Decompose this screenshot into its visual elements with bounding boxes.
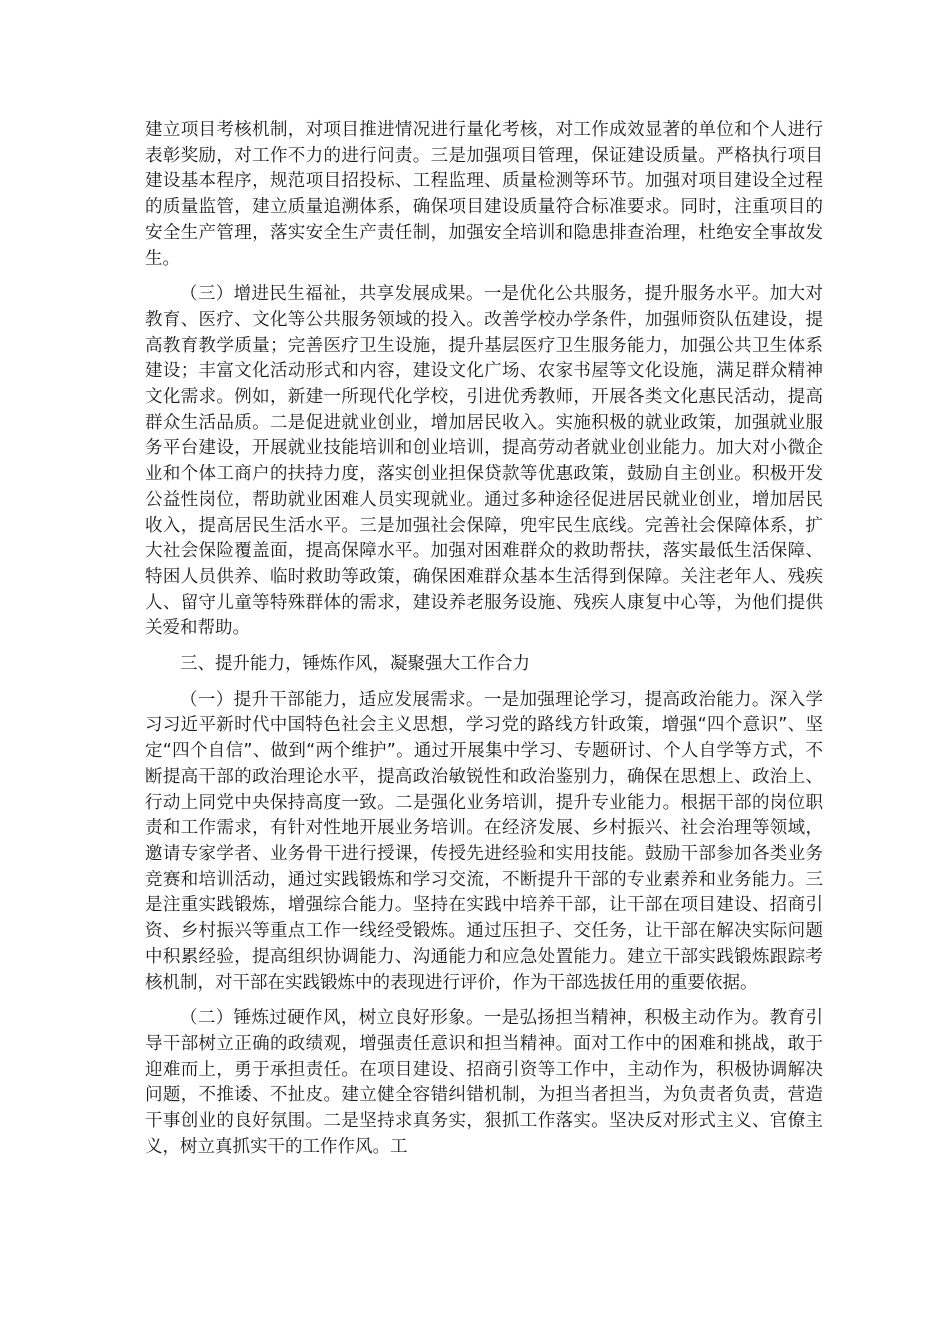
paragraph-work-style: （二）锤炼过硬作风，树立良好形象。一是弘扬担当精神，积极主动作为。教育引导干部树立正确的政绩观，增强责任意识和担当精神。面对工作中的困难和挑战，敢于迎难而上，勇于承担责任。在项目建设、招商引资等工作中，主动作为，积极协调解决问题，不推诿、不扯皮。建立健全容错纠错机制，为担当者担当，为负责者负责，营造干事创业的良好氛围。二是坚持求真务实，狠抓工作落实。坚决反对形式主义、官僚主义，树立真抓实干的工作作风。工 <box>145 1008 823 1157</box>
section-heading-three: 三、提升能力，锤炼作风，凝聚强大工作合力 <box>180 654 530 675</box>
paragraph-cadre-capability: （一）提升干部能力，适应发展需求。一是加强理论学习，提高政治能力。深入学习习近平新时代中国特色社会主义思想，学习党的路线方针政策，增强“四个意识”、坚定“四个自信”、做到“两个维护”。通过开展集中学习、专题研讨、个人自学等方式，不断提高干部的政治理论水平，提高政治敏锐性和政治鉴别力，确保在思想上、政治上、行动上同党中央保持高度一致。二是强化业务培训，提升专业能力。根据干部的岗位职责和工作需求，有针对性地开展业务培训。在经济发展、乡村振兴、社会治理等领域，邀请专家学者、业务骨干进行授课，传授先进经验和实用技能。鼓励干部参加各类业务竞赛和培训活动，通过实践锻炼和学习交流，不断提升干部的专业素养和业务能力。三是注重实践锻炼，增强综合能力。坚持在实践中培养干部，让干部在项目建设、招商引资、乡村振兴等重点工作一线经受锻炼。通过压担子、交任务，让干部在解决实际问题中积累经验，提高组织协调能力、沟通能力和应急处置能力。建立干部实践锻炼跟踪考核机制，对干部在实践锻炼中的表现进行评价，作为干部选拔任用的重要依据。 <box>145 689 823 993</box>
paragraph-livelihood-welfare: （三）增进民生福祉，共享发展成果。一是优化公共服务，提升服务水平。加大对教育、医疗、文化等公共服务领域的投入。改善学校办学条件，加强师资队伍建设，提高教育教学质量；完善医疗卫生设施，提升基层医疗卫生服务能力，加强公共卫生体系建设；丰富文化活动形式和内容，建设文化广场、农家书屋等文化设施，满足群众精神文化需求。例如，新建一所现代化学校，引进优秀教师，开展各类文化惠民活动，提高群众生活品质。二是促进就业创业，增加居民收入。实施积极的就业政策，加强就业服务平台建设，开展就业技能培训和创业培训，提高劳动者就业创业能力。加大对小微企业和个体工商户的扶持力度，落实创业担保贷款等优惠政策，鼓励自主创业。积极开发公益性岗位，帮助就业困难人员实现就业。通过多种途径促进居民就业创业，增加居民收入，提高居民生活水平。三是加强社会保障，兜牢民生底线。完善社会保障体系，扩大社会保险覆盖面，提高保障水平。加强对困难群众的救助帮扶，落实最低生活保障、特困人员供养、临时救助等政策，确保困难群众基本生活得到保障。关注老年人、残疾人、留守儿童等特殊群体的需求，建设养老服务设施、残疾人康复中心等，为他们提供关爱和帮助。 <box>145 284 823 639</box>
paragraph-project-management: 建立项目考核机制，对项目推进情况进行量化考核，对工作成效显著的单位和个人进行表彰奖励，对工作不力的进行问责。三是加强项目管理，保证建设质量。严格执行项目建设基本程序，规范项目招投标、工程监理、质量检测等环节。加强对项目建设全过程的质量监管，建立质量追溯体系，确保项目建设质量符合标准要求。同时，注重项目的安全生产管理，落实安全生产责任制，加强安全培训和隐患排查治理，杜绝安全事故发生。 <box>145 120 823 269</box>
document-body <box>145 118 823 1170</box>
